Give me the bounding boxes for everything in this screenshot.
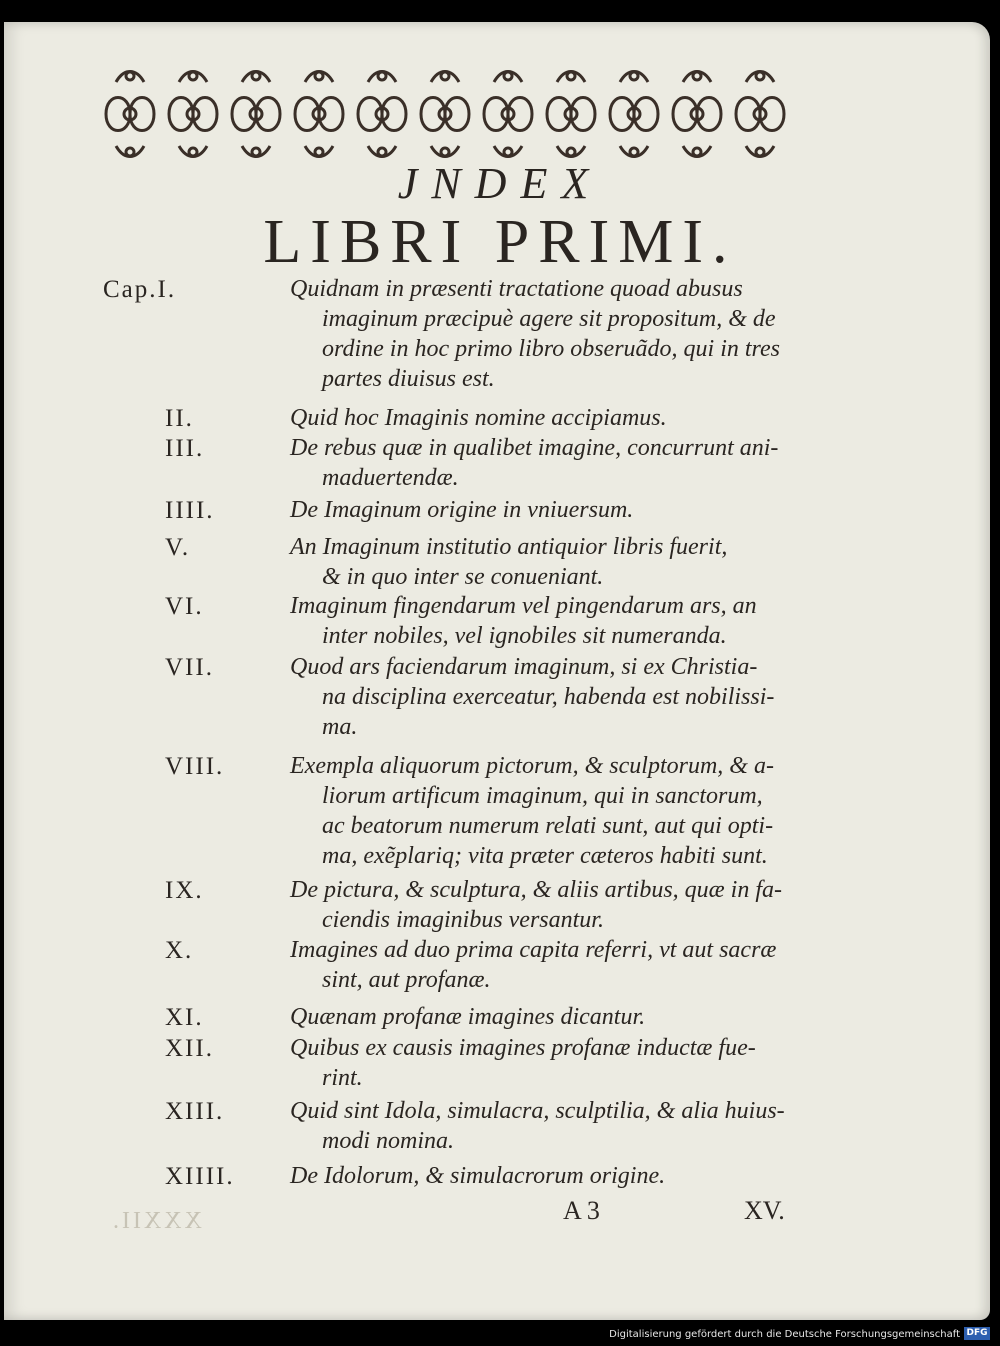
ornament-scroll — [252, 72, 260, 80]
catchword: XV. — [744, 1196, 785, 1225]
signature-mark: A 3 — [563, 1196, 600, 1225]
ornament-scroll — [736, 98, 784, 131]
ornament-scroll — [610, 98, 658, 131]
chapter-title-line: partes diuisus est. — [322, 366, 495, 392]
ornament-scroll — [169, 98, 217, 131]
chapter-title-line: modi nomina. — [322, 1128, 454, 1154]
ornament-scroll — [504, 148, 512, 156]
chapter-title-line: Imagines ad duo prima capita referri, vt aut sacræ — [290, 937, 777, 963]
chapter-title-line: ordine in hoc primo libro obseruãdo, qui in tres — [322, 336, 780, 362]
chapter-number: XIII. — [165, 1098, 225, 1125]
chapter-title-line: ma, exẽplariq; vita præter cæteros habiti sunt. — [322, 843, 768, 869]
index-title: JNDEX — [397, 159, 603, 208]
ornament-scroll — [693, 148, 701, 156]
ornament-scroll — [189, 72, 197, 80]
ornament-scroll — [315, 148, 323, 156]
ornament-scroll — [106, 98, 154, 131]
chapter-title-line: liorum artificum imaginum, qui in sanctorum, — [322, 783, 763, 809]
ornament-scroll — [673, 98, 721, 131]
chapter-number: V. — [165, 534, 191, 561]
ornament-scroll — [756, 72, 764, 80]
chapter-number: VII. — [165, 654, 214, 681]
chapter-title-line: Quibus ex causis imagines profanæ inductæ fue- — [290, 1035, 756, 1061]
chapter-number: VI. — [165, 593, 204, 620]
ornament-scroll — [295, 98, 343, 131]
ornament-scroll — [315, 72, 323, 80]
chapter-title-line: De Idolorum, & simulacrorum origine. — [290, 1163, 666, 1189]
ornament-scroll — [421, 98, 469, 131]
chapter-title-line: De pictura, & sculptura, & aliis artibus, quæ in fa- — [290, 877, 783, 903]
chapter-number: XI. — [165, 1004, 204, 1031]
ornament-scroll — [693, 72, 701, 80]
chapter-title-line: Quid sint Idola, simulacra, sculptilia, & alia huius- — [290, 1098, 785, 1124]
chapter-title-line: De Imaginum origine in vniuersum. — [290, 497, 634, 523]
chapter-title-line: rint. — [322, 1065, 363, 1091]
chapter-title-line: imaginum præcipuè agere sit propositum, & de — [322, 306, 776, 332]
ornament-scroll — [441, 148, 449, 156]
chapter-number: IIII. — [165, 497, 215, 524]
ornament-scroll — [441, 72, 449, 80]
chapter-number: III. — [165, 435, 205, 462]
chapter-number: VIII. — [165, 753, 225, 780]
ornament-scroll — [567, 72, 575, 80]
ornament-scroll — [252, 148, 260, 156]
chapter-title-line: Exempla aliquorum pictorum, & sculptorum, & a- — [290, 753, 774, 779]
ornament-scroll — [358, 98, 406, 131]
chapter-number: IX. — [165, 877, 204, 904]
ornament-scroll — [232, 98, 280, 131]
chapter-title-line: na disciplina exerceatur, habenda est nobilissi- — [322, 684, 775, 710]
chapter-title-line: ac beatorum numerum relati sunt, aut qui opti- — [322, 813, 774, 839]
ornament-scroll — [484, 98, 532, 131]
chapter-number: II. — [165, 405, 194, 432]
chapter-title-line: sint, aut profanæ. — [322, 967, 491, 993]
ornament-scroll — [547, 98, 595, 131]
ornament-scroll — [189, 148, 197, 156]
ornament-scroll — [756, 148, 764, 156]
ornament-scroll — [378, 148, 386, 156]
chapter-title-line: De rebus quæ in qualibet imagine, concurrunt ani- — [290, 435, 779, 461]
funding-credit: Digitalisierung gefördert durch die Deutsche Forschungsgemeinschaft — [609, 1329, 960, 1340]
ornament-scroll — [126, 72, 134, 80]
chapter-title-line: Quod ars faciendarum imaginum, si ex Christia- — [290, 654, 758, 680]
book-title: LIBRI PRIMI. — [263, 208, 737, 276]
ornament-scroll — [126, 148, 134, 156]
chapter-number: X. — [165, 937, 194, 964]
decorative-headpiece — [100, 62, 792, 166]
chapter-title-line: ciendis imaginibus versantur. — [322, 907, 604, 933]
chapter-number: Cap.I. — [103, 276, 177, 303]
chapter-title-line: Quidnam in præsenti tractatione quoad abusus — [290, 276, 743, 302]
chapter-title-line: Imaginum fingendarum vel pingendarum ars, an — [290, 593, 757, 619]
chapter-title-line: Quænam profanæ imagines dicantur. — [290, 1004, 646, 1030]
chapter-title-line: & in quo inter se conueniant. — [322, 564, 604, 590]
chapter-title-line: Quid hoc Imaginis nomine accipiamus. — [290, 405, 667, 431]
chapter-number: XIIII. — [165, 1163, 235, 1190]
ornament-scroll — [504, 72, 512, 80]
show-through-text: XXXII. — [110, 1208, 202, 1234]
chapter-title-line: ma. — [322, 714, 358, 740]
dfg-logo: DFG — [964, 1327, 990, 1340]
chapter-number: XII. — [165, 1035, 214, 1062]
chapter-title-line: maduertendæ. — [322, 465, 459, 491]
ornament-scroll — [567, 148, 575, 156]
chapter-title-line: inter nobiles, vel ignobiles sit numeranda. — [322, 623, 727, 649]
ornament-scroll — [630, 72, 638, 80]
chapter-title-line: An Imaginum institutio antiquior libris fuerit, — [290, 534, 728, 560]
ornament-scroll — [630, 148, 638, 156]
ornament-scroll — [378, 72, 386, 80]
